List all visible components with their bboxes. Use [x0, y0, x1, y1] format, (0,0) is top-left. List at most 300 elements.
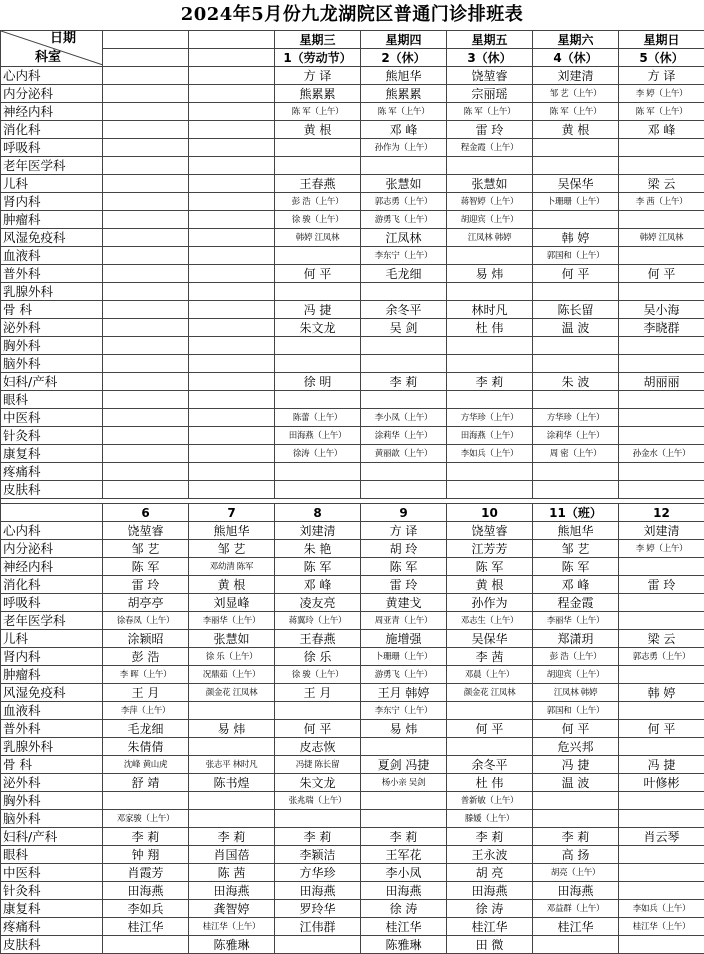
- week1-table-row: [1, 157, 704, 175]
- department-name: 肾内科: [1, 648, 103, 666]
- doctor-cell: [189, 247, 275, 265]
- doctor-cell: 胡 亮: [447, 864, 533, 882]
- doctor-cell: [447, 391, 533, 409]
- doctor-cell: [103, 936, 189, 954]
- doctor-cell: 涂颖昭: [103, 630, 189, 648]
- week1-table-row: [1, 355, 704, 373]
- doctor-cell: [619, 211, 704, 229]
- doctor-cell: [275, 463, 361, 481]
- doctor-cell: 程金霞: [533, 594, 619, 612]
- doctor-cell: [619, 247, 704, 265]
- doctor-cell: 高 扬: [533, 846, 619, 864]
- week1-table-row: [1, 139, 704, 157]
- doctor-cell: 胡 玲: [361, 540, 447, 558]
- doctor-cell: [533, 211, 619, 229]
- doctor-cell: 程金霞（上午）: [447, 139, 533, 157]
- doctor-cell: 杜 伟: [447, 319, 533, 337]
- doctor-cell: 雷 玲: [103, 576, 189, 594]
- week2-date-row: [1, 504, 704, 522]
- doctor-cell: 卜珊珊（上午）: [361, 648, 447, 666]
- date-header: 3（休）: [447, 49, 533, 67]
- doctor-cell: [189, 103, 275, 121]
- doctor-cell: 邹 艺: [189, 540, 275, 558]
- doctor-cell: [447, 157, 533, 175]
- doctor-cell: 黄 根: [189, 576, 275, 594]
- doctor-cell: 李如兵（上午）: [447, 445, 533, 463]
- doctor-cell: [189, 157, 275, 175]
- doctor-cell: 舒 靖: [103, 774, 189, 792]
- doctor-cell: [189, 463, 275, 481]
- doctor-cell: [619, 612, 704, 630]
- doctor-cell: 彭 浩: [103, 648, 189, 666]
- doctor-cell: 梁 云: [619, 630, 704, 648]
- doctor-cell: [533, 391, 619, 409]
- doctor-cell: 江伟群: [275, 918, 361, 936]
- doctor-cell: 滕媛（上午）: [447, 810, 533, 828]
- doctor-cell: 陈 军: [533, 558, 619, 576]
- week1-table-row: [1, 67, 704, 85]
- doctor-cell: 徐 明: [275, 373, 361, 391]
- doctor-cell: 何 平: [533, 265, 619, 283]
- doctor-cell: 邓家骏（上午）: [103, 810, 189, 828]
- week1-table-row: [1, 193, 704, 211]
- doctor-cell: 胡迎宾（上午）: [447, 211, 533, 229]
- department-name: 血液科: [1, 247, 103, 265]
- doctor-cell: 易 炜: [189, 720, 275, 738]
- doctor-cell: 李 莉: [275, 828, 361, 846]
- doctor-cell: [103, 103, 189, 121]
- doctor-cell: [275, 337, 361, 355]
- department-name: 乳腺外科: [1, 738, 103, 756]
- doctor-cell: 李丽华（上午）: [533, 612, 619, 630]
- doctor-cell: [189, 792, 275, 810]
- doctor-cell: 吴 剑: [361, 319, 447, 337]
- doctor-cell: 田海燕: [533, 882, 619, 900]
- week1-table-row: [1, 337, 704, 355]
- doctor-cell: [619, 864, 704, 882]
- doctor-cell: 陈 军: [447, 558, 533, 576]
- week2-table-row: [1, 684, 704, 702]
- doctor-cell: [533, 463, 619, 481]
- department-name: 脑外科: [1, 355, 103, 373]
- department-name: 内分泌科: [1, 540, 103, 558]
- week1-table-row: [1, 85, 704, 103]
- doctor-cell: [103, 121, 189, 139]
- doctor-cell: 朱文龙: [275, 319, 361, 337]
- doctor-cell: [361, 481, 447, 499]
- doctor-cell: 危兴邦: [533, 738, 619, 756]
- doctor-cell: 何 平: [275, 265, 361, 283]
- doctor-cell: 李 婷（上午）: [619, 540, 704, 558]
- doctor-cell: 邓 峰: [275, 576, 361, 594]
- department-name: 脑外科: [1, 810, 103, 828]
- doctor-cell: 熊累累: [275, 85, 361, 103]
- doctor-cell: 梁 云: [619, 175, 704, 193]
- doctor-cell: 李小凤（上午）: [361, 409, 447, 427]
- doctor-cell: 蒋智婷（上午）: [447, 193, 533, 211]
- doctor-cell: 张慧如: [447, 175, 533, 193]
- week1-table-row: [1, 391, 704, 409]
- doctor-cell: 郭志勇（上午）: [619, 648, 704, 666]
- doctor-cell: 李 莉: [533, 828, 619, 846]
- doctor-cell: [275, 936, 361, 954]
- doctor-cell: [189, 283, 275, 301]
- doctor-cell: [533, 936, 619, 954]
- doctor-cell: [103, 319, 189, 337]
- doctor-cell: 李如兵: [103, 900, 189, 918]
- doctor-cell: 郭国和（上午）: [533, 702, 619, 720]
- doctor-cell: 韩 婷: [533, 229, 619, 247]
- weekday-header: 星期日: [619, 31, 704, 49]
- doctor-cell: [619, 481, 704, 499]
- department-name: 康复科: [1, 445, 103, 463]
- doctor-cell: 郭国和（上午）: [533, 247, 619, 265]
- department-name: 呼吸科: [1, 594, 103, 612]
- doctor-cell: 刘建清: [619, 522, 704, 540]
- doctor-cell: 蒋翼玲（上午）: [275, 612, 361, 630]
- doctor-cell: 林时凡: [447, 301, 533, 319]
- week2-table-row: [1, 864, 704, 882]
- doctor-cell: [103, 792, 189, 810]
- doctor-cell: 张志平 林时凡: [189, 756, 275, 774]
- doctor-cell: [619, 882, 704, 900]
- doctor-cell: [189, 265, 275, 283]
- doctor-cell: 况鼎茹（上午）: [189, 666, 275, 684]
- doctor-cell: [619, 846, 704, 864]
- doctor-cell: 田海燕: [275, 882, 361, 900]
- doctor-cell: 李小凤: [361, 864, 447, 882]
- doctor-cell: 余冬平: [361, 301, 447, 319]
- doctor-cell: 何 平: [447, 720, 533, 738]
- doctor-cell: 孙作为（上午）: [361, 139, 447, 157]
- department-name: 疼痛科: [1, 918, 103, 936]
- doctor-cell: [189, 211, 275, 229]
- corner-dept-label: 科室: [35, 50, 61, 66]
- doctor-cell: 肖霞芳: [103, 864, 189, 882]
- department-name: 呼吸科: [1, 139, 103, 157]
- weekday-header: 星期五: [447, 31, 533, 49]
- doctor-cell: 邹 艺: [103, 540, 189, 558]
- doctor-cell: [103, 391, 189, 409]
- doctor-cell: 颜金花 江凤林: [189, 684, 275, 702]
- doctor-cell: 胡丽丽: [619, 373, 704, 391]
- week2-table-row: [1, 882, 704, 900]
- department-name: 肾内科: [1, 193, 103, 211]
- doctor-cell: 游勇飞（上午）: [361, 211, 447, 229]
- doctor-cell: 吴保华: [447, 630, 533, 648]
- doctor-cell: 徐 骏（上午）: [275, 211, 361, 229]
- doctor-cell: [361, 355, 447, 373]
- doctor-cell: 朱 波: [533, 373, 619, 391]
- doctor-cell: 李 茜: [447, 648, 533, 666]
- doctor-cell: 陈雅琳: [189, 936, 275, 954]
- doctor-cell: [189, 139, 275, 157]
- department-name: 消化科: [1, 121, 103, 139]
- date-header: [189, 49, 275, 67]
- doctor-cell: 田海燕: [189, 882, 275, 900]
- doctor-cell: [103, 373, 189, 391]
- department-name: 泌外科: [1, 319, 103, 337]
- week2-table-row: [1, 756, 704, 774]
- week2-table-row: [1, 648, 704, 666]
- doctor-cell: 李 莉: [103, 828, 189, 846]
- roster-table: [0, 30, 704, 954]
- doctor-cell: 皮志恢: [275, 738, 361, 756]
- doctor-cell: [447, 337, 533, 355]
- department-name: 针灸科: [1, 427, 103, 445]
- doctor-cell: 郑潇玥: [533, 630, 619, 648]
- date-header: [103, 49, 189, 67]
- doctor-cell: [447, 702, 533, 720]
- doctor-cell: 陈 军: [361, 558, 447, 576]
- doctor-cell: 张慧如: [361, 175, 447, 193]
- doctor-cell: [189, 481, 275, 499]
- doctor-cell: [189, 85, 275, 103]
- doctor-cell: [275, 355, 361, 373]
- doctor-cell: [103, 211, 189, 229]
- doctor-cell: [275, 283, 361, 301]
- week1-date-row: [1, 49, 704, 67]
- doctor-cell: 熊旭华: [361, 67, 447, 85]
- doctor-cell: 彭 浩（上午）: [275, 193, 361, 211]
- doctor-cell: 周 密（上午）: [533, 445, 619, 463]
- doctor-cell: 桂江华（上午）: [619, 918, 704, 936]
- department-name: 骨 科: [1, 301, 103, 319]
- department-name: 妇科/产科: [1, 828, 103, 846]
- date-header: 11（班）: [533, 504, 619, 522]
- doctor-cell: 黄丽歆（上午）: [361, 445, 447, 463]
- week1-table-row: [1, 265, 704, 283]
- doctor-cell: [189, 738, 275, 756]
- doctor-cell: 游勇飞（上午）: [361, 666, 447, 684]
- doctor-cell: 陈 军: [275, 558, 361, 576]
- doctor-cell: [103, 337, 189, 355]
- doctor-cell: [103, 229, 189, 247]
- department-name: 胸外科: [1, 792, 103, 810]
- doctor-cell: 徐 涛: [361, 900, 447, 918]
- department-name: 疼痛科: [1, 463, 103, 481]
- doctor-cell: [619, 792, 704, 810]
- doctor-cell: 何 平: [619, 720, 704, 738]
- corner-date-label: 日期: [50, 31, 76, 47]
- doctor-cell: 龚智婷: [189, 900, 275, 918]
- doctor-cell: [189, 810, 275, 828]
- doctor-cell: 方华珍（上午）: [533, 409, 619, 427]
- doctor-cell: [619, 427, 704, 445]
- doctor-cell: [103, 283, 189, 301]
- week1-table-row: [1, 175, 704, 193]
- department-name: 肿瘤科: [1, 666, 103, 684]
- week2-table-row: [1, 720, 704, 738]
- department-name: 神经内科: [1, 558, 103, 576]
- doctor-cell: 胡亭亭: [103, 594, 189, 612]
- doctor-cell: 邓志生（上午）: [447, 612, 533, 630]
- doctor-cell: 邹 艺（上午）: [533, 85, 619, 103]
- doctor-cell: 周亚青（上午）: [361, 612, 447, 630]
- doctor-cell: [533, 157, 619, 175]
- weekday-header: [103, 31, 189, 49]
- week1-table-row: [1, 445, 704, 463]
- doctor-cell: [189, 373, 275, 391]
- doctor-cell: 邓 峰: [619, 121, 704, 139]
- weekday-header: 星期三: [275, 31, 361, 49]
- doctor-cell: 方 译: [619, 67, 704, 85]
- doctor-cell: [447, 481, 533, 499]
- doctor-cell: 陈 军（上午）: [447, 103, 533, 121]
- doctor-cell: 钟 翔: [103, 846, 189, 864]
- department-name: 血液科: [1, 702, 103, 720]
- doctor-cell: [619, 337, 704, 355]
- week1-table-row: [1, 463, 704, 481]
- doctor-cell: [103, 427, 189, 445]
- doctor-cell: 刘显峰: [189, 594, 275, 612]
- doctor-cell: 李 莉: [447, 828, 533, 846]
- date-header: 4（休）: [533, 49, 619, 67]
- doctor-cell: 陈 军（上午）: [619, 103, 704, 121]
- doctor-cell: [619, 558, 704, 576]
- week2-table-row: [1, 576, 704, 594]
- doctor-cell: 普新敏（上午）: [447, 792, 533, 810]
- doctor-cell: 温 波: [533, 319, 619, 337]
- doctor-cell: 徐 乐（上午）: [189, 648, 275, 666]
- doctor-cell: 易 炜: [447, 265, 533, 283]
- doctor-cell: 韩婷 江凤林: [275, 229, 361, 247]
- doctor-cell: 王 月: [275, 684, 361, 702]
- doctor-cell: [189, 409, 275, 427]
- doctor-cell: 刘建清: [533, 67, 619, 85]
- doctor-cell: [619, 702, 704, 720]
- doctor-cell: [189, 175, 275, 193]
- week2-table-row: [1, 612, 704, 630]
- week2-table-row: [1, 666, 704, 684]
- doctor-cell: 雷 玲: [447, 121, 533, 139]
- doctor-cell: [619, 936, 704, 954]
- doctor-cell: [533, 481, 619, 499]
- doctor-cell: 温 波: [533, 774, 619, 792]
- doctor-cell: 徐 骏（上午）: [275, 666, 361, 684]
- doctor-cell: 吴保华: [533, 175, 619, 193]
- doctor-cell: 方华珍（上午）: [447, 409, 533, 427]
- week2-table-row: [1, 702, 704, 720]
- date-header: 6: [103, 504, 189, 522]
- doctor-cell: [103, 85, 189, 103]
- doctor-cell: [447, 738, 533, 756]
- doctor-cell: 陈 茜: [189, 864, 275, 882]
- department-name: 中医科: [1, 864, 103, 882]
- doctor-cell: 邓幼清 陈军: [189, 558, 275, 576]
- week1-table-row: [1, 427, 704, 445]
- doctor-cell: 熊旭华: [189, 522, 275, 540]
- doctor-cell: [619, 666, 704, 684]
- doctor-cell: [189, 427, 275, 445]
- doctor-cell: 邓晨（上午）: [447, 666, 533, 684]
- doctor-cell: 孙作为: [447, 594, 533, 612]
- department-name: 康复科: [1, 900, 103, 918]
- week1-table-row: [1, 229, 704, 247]
- doctor-cell: 徐 涛: [447, 900, 533, 918]
- doctor-cell: 韩婷 江凤林: [619, 229, 704, 247]
- doctor-cell: 田海燕（上午）: [275, 427, 361, 445]
- department-name: 妇科/产科: [1, 373, 103, 391]
- doctor-cell: 何 平: [619, 265, 704, 283]
- date-header: 5（休）: [619, 49, 704, 67]
- doctor-cell: 江芳芳: [447, 540, 533, 558]
- doctor-cell: 田 微: [447, 936, 533, 954]
- doctor-cell: 罗玲华: [275, 900, 361, 918]
- doctor-cell: [619, 810, 704, 828]
- doctor-cell: [103, 247, 189, 265]
- doctor-cell: 黄 根: [275, 121, 361, 139]
- week2-table-row: [1, 738, 704, 756]
- doctor-cell: [103, 265, 189, 283]
- department-name: 胸外科: [1, 337, 103, 355]
- date-header: 10: [447, 504, 533, 522]
- doctor-cell: 王月 韩婷: [361, 684, 447, 702]
- week1-table-row: [1, 409, 704, 427]
- doctor-cell: [103, 355, 189, 373]
- doctor-cell: 雷 玲: [361, 576, 447, 594]
- doctor-cell: 李颖洁: [275, 846, 361, 864]
- doctor-cell: 田海燕: [361, 882, 447, 900]
- doctor-cell: 李东宁（上午）: [361, 247, 447, 265]
- date-header: 9: [361, 504, 447, 522]
- week2-table-row: [1, 846, 704, 864]
- date-header: 1（劳动节）: [275, 49, 361, 67]
- doctor-cell: 朱 艳: [275, 540, 361, 558]
- week2-table-row: [1, 594, 704, 612]
- doctor-cell: 徐春凤（上午）: [103, 612, 189, 630]
- doctor-cell: [103, 193, 189, 211]
- department-name: 消化科: [1, 576, 103, 594]
- doctor-cell: [619, 355, 704, 373]
- doctor-cell: [189, 391, 275, 409]
- doctor-cell: [189, 445, 275, 463]
- doctor-cell: 田海燕: [103, 882, 189, 900]
- doctor-cell: [533, 283, 619, 301]
- doctor-cell: [103, 175, 189, 193]
- doctor-cell: 桂江华: [447, 918, 533, 936]
- doctor-cell: 陈 军（上午）: [275, 103, 361, 121]
- weekday-header: 星期四: [361, 31, 447, 49]
- doctor-cell: 肖云琴: [619, 828, 704, 846]
- week2-table-row: [1, 774, 704, 792]
- department-name: 针灸科: [1, 882, 103, 900]
- doctor-cell: [361, 810, 447, 828]
- doctor-cell: 杜 伟: [447, 774, 533, 792]
- week1-table-row: [1, 211, 704, 229]
- doctor-cell: 毛龙细: [361, 265, 447, 283]
- department-name: 普外科: [1, 720, 103, 738]
- doctor-cell: 杨小亲 吴剑: [361, 774, 447, 792]
- doctor-cell: 张兆瑞（上午）: [275, 792, 361, 810]
- department-name: 泌外科: [1, 774, 103, 792]
- doctor-cell: 江凤林 韩婷: [533, 684, 619, 702]
- doctor-cell: 江凤林 韩婷: [447, 229, 533, 247]
- doctor-cell: [619, 594, 704, 612]
- doctor-cell: 冯捷 陈长留: [275, 756, 361, 774]
- doctor-cell: [103, 445, 189, 463]
- doctor-cell: 夏剑 冯捷: [361, 756, 447, 774]
- doctor-cell: [189, 121, 275, 139]
- weekday-header: [189, 31, 275, 49]
- doctor-cell: 何 平: [275, 720, 361, 738]
- doctor-cell: [103, 481, 189, 499]
- doctor-cell: 叶修彬: [619, 774, 704, 792]
- doctor-cell: 宗丽瑶: [447, 85, 533, 103]
- doctor-cell: 桂江华: [533, 918, 619, 936]
- department-name: 眼科: [1, 846, 103, 864]
- doctor-cell: 李如兵（上午）: [619, 900, 704, 918]
